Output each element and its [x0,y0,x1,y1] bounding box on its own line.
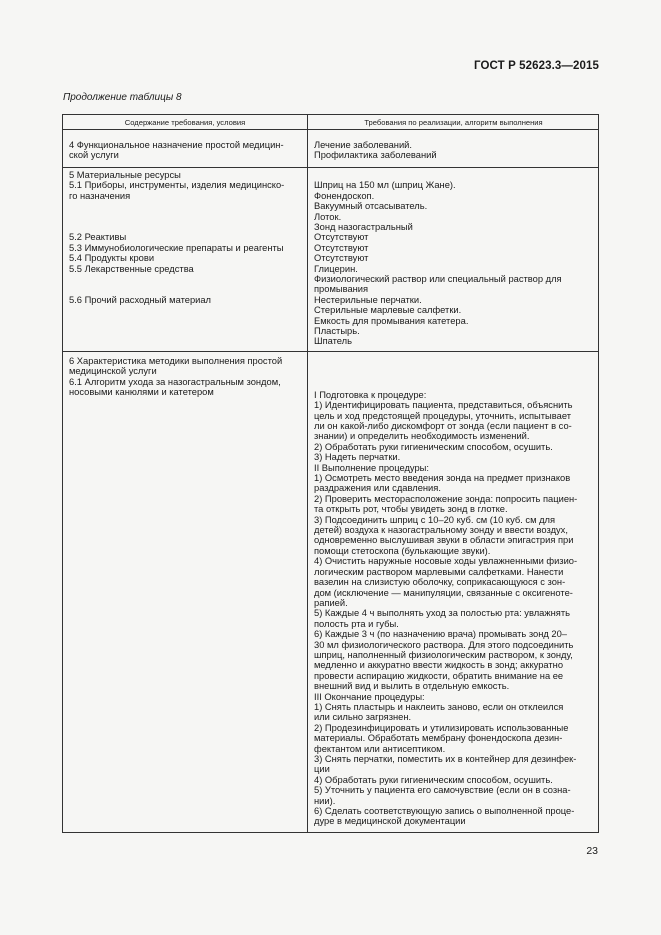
cell-text-line: 2) Обработать руки гигиеническим способом, осушить. [314,441,553,452]
cell-text-line: полость рта и губы. [314,618,399,629]
cell-text-line: та открыть рот, чтобы увидеть зонд в глотке. [314,504,508,515]
cell-text-line: промывания [314,284,369,295]
table-continuation-caption: Продолжение таблицы 8 [63,92,182,103]
cell-text-line: 6) Сделать соответствующую запись о выполненной проце- [314,806,575,817]
cell-text-line: 3) Подсоединить шприц с 10–20 куб. см (10 куб. см для [314,514,556,525]
cell-text-line: I Подготовка к процедуре: [314,389,427,400]
blank-line [314,369,596,379]
row-6-requirement [69,356,305,398]
cell-text-line: го назначения [69,190,131,201]
header-row-divider [63,129,598,130]
cell-text-line: 4) Обработать руки гигиеническим способом, осушить. [314,774,553,785]
cell-text-line: шприц, наполненный физиологическим раствором, к зонду, [314,649,573,660]
row-divider [63,351,598,352]
cell-text-line: Стерильные марлевые салфетки. [314,305,462,316]
cell-text-line: цель и ход предстоящей процедуры, уточнить, испытывает [314,410,571,421]
cell-text-line: ской услуги [69,150,119,161]
cell-text-line: Шприц на 150 мл (шприц Жане). [314,180,456,191]
cell-text-line: III Окончание процедуры: [314,691,425,702]
cell-text-line: логическим раствором марлевыми салфетками. Нанести [314,566,564,577]
blank-line [314,170,596,180]
cell-text-line: рапией. [314,597,348,608]
cell-text-line: II Выполнение процедуры: [314,462,429,473]
cell-text-line: 5 Материальные ресурсы [69,170,181,180]
cell-text-line: 2) Проверить месторасположение зонда: попросить пациен- [314,493,578,504]
cell-text-line: 6) Каждые 3 ч (по назначению врача) промывать зонд 20– [314,629,567,640]
blank-line [69,201,305,211]
cell-text-line: Пластырь. [314,326,360,337]
cell-text-line: 5.6 Прочий расходный материал [69,294,212,305]
cell-text-line: Отсутствуют [314,232,369,243]
cell-text-line: 30 мл физиологического раствора. Для этого подсоединить [314,639,574,650]
cell-text-line: носовыми канюлями и катетером [69,387,214,398]
cell-text-line: 1) Осмотреть место введения зонда на предмет признаков [314,473,571,484]
cell-text-line: Лечение заболеваний. [314,140,412,150]
cell-text-line: 5.2 Реактивы [69,232,127,243]
cell-text-line: 5) Уточнить у пациента его самочувствие (если он в созна- [314,785,571,796]
cell-text-line: раздражения или сдавления. [314,483,441,494]
cell-text-line: 3) Снять перчатки, поместить их в контейнер для дезинфек- [314,754,577,764]
cell-text-line: Вакуумный отсасыватель. [314,201,428,212]
cell-text-line: фектантом или антисептиком. [314,743,446,754]
cell-text-line: Зонд назогастральный [314,222,413,233]
cell-text-line: Отсутствуют [314,253,369,264]
cell-text-line: 6.1 Алгоритм ухода за назогастральным зондом, [69,376,281,387]
cell-text-line: 5.4 Продукты крови [69,253,155,264]
blank-line [69,222,305,232]
row-4-implementation [314,140,596,161]
cell-text-line: 4) Очистить наружные носовые ходы увлажненными физио- [314,556,578,567]
blank-line [69,274,305,284]
cell-text-line: нии). [314,795,336,806]
cell-text-line: 3) Надеть перчатки. [314,452,401,463]
blank-line [314,379,596,389]
cell-text-line: медленно и аккуратно ввести жидкость в зонд; аккуратно [314,660,564,671]
row-5-requirement [69,170,305,305]
row-4-requirement [69,140,305,161]
cell-text-line: Отсутствуют [314,242,369,253]
cell-text-line: 2) Продезинфицировать и утилизировать использованные [314,722,569,733]
cell-text-line: Фонендоскоп. [314,190,375,201]
cell-text-line: 4 Функциональное назначение простой медицин- [69,140,284,150]
column-header-implementation: Требования по реализации, алгоритм выполнения [364,118,543,127]
cell-text-line: дуре в медицинской документации [314,816,466,827]
cell-text-line: 5.5 Лекарственные средства [69,263,194,274]
cell-text-line: материалы. Обработать мембрану фонендоскопа дезин- [314,733,563,744]
blank-line [69,284,305,294]
cell-text-line: или сильно загрязнен. [314,712,412,723]
cell-text-line: вазелин на слизистую оболочку, соприкасающуюся с зон- [314,577,566,588]
standard-designation: ГОСТ Р 52623.3—2015 [474,60,599,72]
cell-text-line: 5.3 Иммунобиологические препараты и реагенты [69,242,284,253]
cell-text-line: 5.1 Приборы, инструменты, изделия медицинско- [69,180,285,191]
cell-text-line: одновременно выслушивая звуки в области эпигастрия при [314,535,574,546]
page-number: 23 [586,845,598,857]
blank-line [69,212,305,222]
cell-text-line: помощи стетоскопа (булькающие звуки). [314,545,491,556]
cell-text-line: внешний вид и вылить в отдельную емкость. [314,681,510,692]
cell-text-line: Лоток. [314,211,342,222]
cell-text-line: провести аспирацию жидкости, обратить внимание на ее [314,670,564,681]
row-divider [63,167,598,168]
cell-text-line: дом (исключение — манипуляции, связанные с оксигенотe- [314,587,573,598]
cell-text-line: Нестерильные перчатки. [314,294,422,305]
requirements-table [62,114,599,833]
cell-text-line: Шпатель [314,336,352,347]
cell-text-line: Глицерин. [314,263,358,274]
cell-text-line: детей) воздуха к назогастральному зонду и ввести воздух, [314,525,568,536]
cell-text-line: Емкость для промывания катетера. [314,315,469,326]
cell-text-line: 1) Идентифицировать пациента, представиться, объяснить [314,400,573,411]
cell-text-line: ли он какой-либо дискомфорт от зонда (если пациент в со- [314,421,572,431]
cell-text-line: медицинской услуги [69,366,157,377]
column-header-requirement: Содержание требования, условия [124,118,246,127]
cell-text-line: Профилактика заболеваний [314,150,437,161]
cell-text-line: 5) Каждые 4 ч выполнять уход за полостью рта: увлажнять [314,608,570,619]
cell-text-line: 1) Снять пластырь и наклеить заново, если он отклеился [314,701,564,712]
cell-text-line: Физиологический раствор или специальный раствор для [314,274,562,285]
cell-text-line: 6 Характеристика методики выполнения простой [69,356,283,366]
row-5-implementation [314,170,596,347]
column-divider [307,115,308,832]
cell-text-line: ции [314,764,330,775]
row-6-implementation [314,369,596,827]
cell-text-line: знании) и определить необходимость изменений. [314,431,530,442]
